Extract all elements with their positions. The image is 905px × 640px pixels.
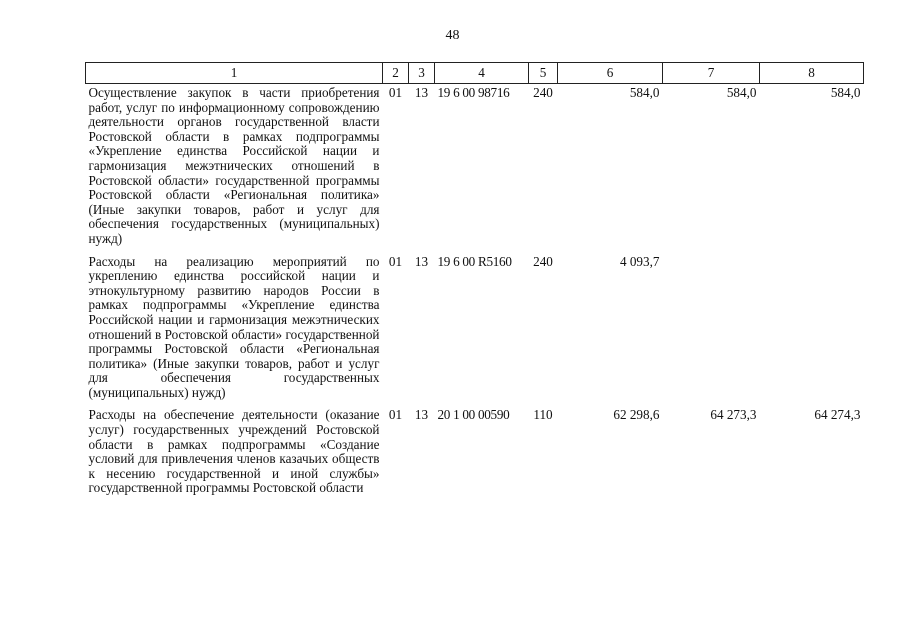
row-amount-col6: 62 298,6 xyxy=(613,407,660,423)
row-description: Осуществление закупок в части приобретения работ, услуг по информационному сопровождению деятельности органов государственной власти Ростовской области в рамках подпрограммы «Укрепление единства Российской нации и гармонизация межэтнических отношений в Ростовской области» государственной программы Ростовской области «Региональная политика» (Иные закупки товаров, работ и услуг для обеспечения государственных (муниципальных) нужд) xyxy=(88,85,380,246)
page-number: 48 xyxy=(445,28,460,43)
row-subsection-code: 13 xyxy=(414,253,429,269)
column-header-8: 8 xyxy=(760,63,864,84)
row-amount-col7: 64 273,3 xyxy=(710,407,757,423)
row-section-code: 01 xyxy=(388,85,403,100)
row-amount-col8: 64 274,3 xyxy=(814,407,861,423)
row-section-code: 01 xyxy=(388,407,403,423)
column-header-4: 4 xyxy=(435,63,529,84)
row-amount-col7: 584,0 xyxy=(726,85,757,100)
column-header-7: 7 xyxy=(663,63,760,84)
row-amount-col8: 584,0 xyxy=(830,85,861,100)
table-row xyxy=(86,253,864,407)
column-header-6: 6 xyxy=(558,63,663,84)
row-expense-type-code: 240 xyxy=(533,253,553,269)
row-amount-col8 xyxy=(760,253,864,407)
row-target-item-code: 20 1 00 00590 xyxy=(437,407,510,423)
row-description: Расходы на обеспечение деятельности (оказание услуг) государственных учреждений Ростовской области в рамках подпрограммы «Создание условий для привлечения членов казачьих обществ к несению государственной и иной службы» государственной программы Ростовской области xyxy=(88,407,380,496)
column-header-2: 2 xyxy=(383,63,409,84)
row-description: Расходы на реализацию мероприятий по укреплению единства российской нации и этнокультурному развитию народов России в рамках подпрограммы «Укрепление единства Российской нации и гармонизация межэтнических отношений в Ростовской области» государственной программы Ростовской области «Региональная политика» (Иные закупки товаров, работ и услуг для обеспечения государственных (муниципальных) нужд) xyxy=(88,253,380,400)
row-subsection-code: 13 xyxy=(414,407,429,423)
row-subsection-code: 13 xyxy=(414,85,429,100)
row-amount-col7 xyxy=(663,253,760,407)
row-target-item-code: 19 6 00 98716 xyxy=(437,85,510,100)
column-header-1: 1 xyxy=(86,63,383,84)
column-header-5: 5 xyxy=(529,63,558,84)
column-header-3: 3 xyxy=(409,63,435,84)
header-row xyxy=(86,63,864,84)
budget-table xyxy=(85,62,864,502)
row-amount-col6: 584,0 xyxy=(629,85,660,100)
table-row xyxy=(86,84,864,253)
row-expense-type-code: 240 xyxy=(533,85,553,100)
row-target-item-code: 19 6 00 R5160 xyxy=(437,253,512,269)
table-row xyxy=(86,406,864,502)
row-section-code: 01 xyxy=(388,253,403,269)
row-expense-type-code: 110 xyxy=(533,407,553,423)
row-amount-col6: 4 093,7 xyxy=(619,253,660,269)
